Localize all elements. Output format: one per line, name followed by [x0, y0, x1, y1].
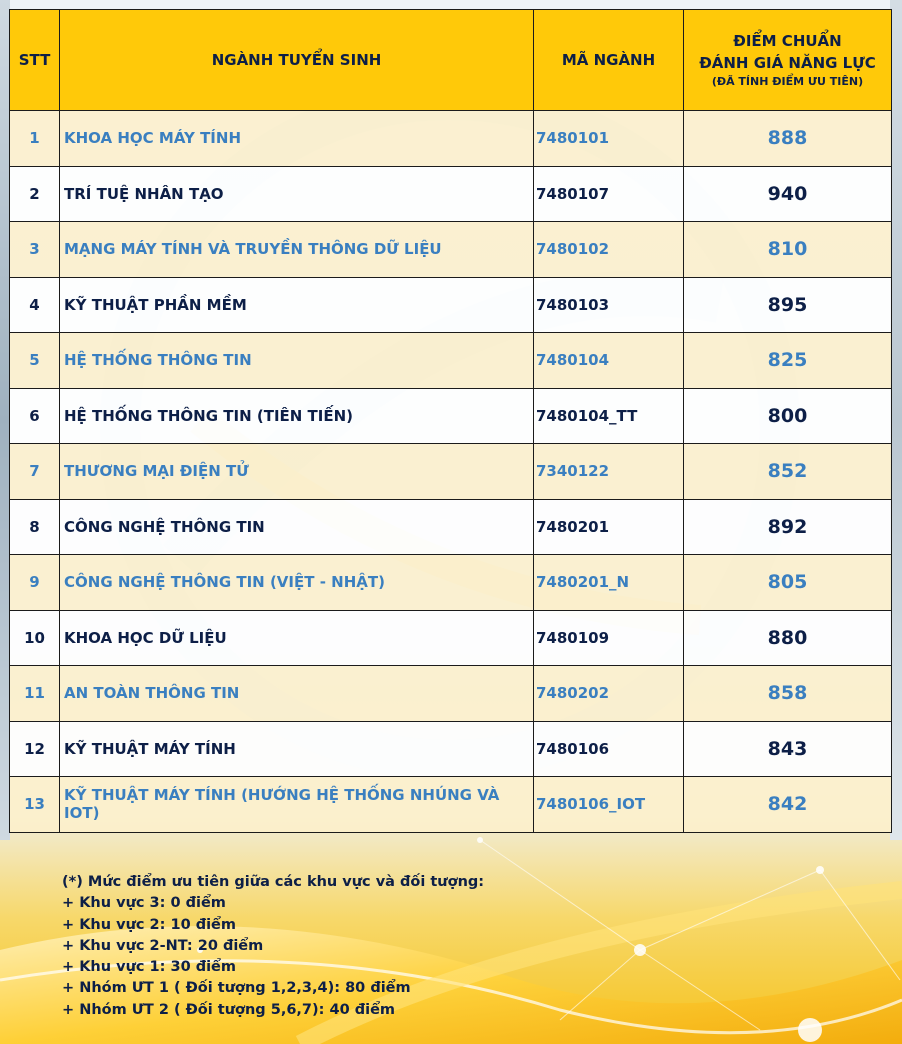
row-score: 892	[684, 499, 892, 555]
row-program-name: CÔNG NGHỆ THÔNG TIN	[60, 499, 534, 555]
row-stt: 1	[10, 111, 60, 167]
row-score: 810	[684, 222, 892, 278]
row-stt: 10	[10, 610, 60, 666]
row-program-name: CÔNG NGHỆ THÔNG TIN (VIỆT - NHẬT)	[60, 555, 534, 611]
row-stt: 8	[10, 499, 60, 555]
table-row	[10, 388, 892, 444]
priority-notes	[62, 872, 484, 1021]
row-score: 940	[684, 166, 892, 222]
row-program-code: 7480104	[534, 333, 684, 389]
notes-heading: (*) Mức điểm ưu tiên giữa các khu vực và đối tượng:	[62, 874, 485, 890]
row-program-code: 7480106	[534, 721, 684, 777]
row-program-name: TRÍ TUỆ NHÂN TẠO	[60, 166, 534, 222]
header-score	[684, 10, 892, 111]
row-score: 805	[684, 555, 892, 611]
row-stt: 13	[10, 777, 60, 833]
row-program-name: HỆ THỐNG THÔNG TIN (TIÊN TIẾN)	[60, 388, 534, 444]
table-row	[10, 610, 892, 666]
row-program-name: KHOA HỌC DỮ LIỆU	[60, 610, 534, 666]
row-program-name: THƯƠNG MẠI ĐIỆN TỬ	[60, 444, 534, 500]
row-program-code: 7480107	[534, 166, 684, 222]
row-program-name: KỸ THUẬT MÁY TÍNH	[60, 721, 534, 777]
row-score: 880	[684, 610, 892, 666]
table-row	[10, 222, 892, 278]
row-program-name: AN TOÀN THÔNG TIN	[60, 666, 534, 722]
row-score: 800	[684, 388, 892, 444]
header-stt: STT	[10, 10, 60, 111]
row-score: 888	[684, 111, 892, 167]
row-program-name: KHOA HỌC MÁY TÍNH	[60, 111, 534, 167]
row-score: 852	[684, 444, 892, 500]
row-program-name: KỸ THUẬT PHẦN MỀM	[60, 277, 534, 333]
admission-score-table	[9, 9, 892, 833]
row-program-code: 7480201_N	[534, 555, 684, 611]
table-header-row	[10, 10, 892, 111]
row-stt: 2	[10, 166, 60, 222]
row-score: 858	[684, 666, 892, 722]
row-stt: 12	[10, 721, 60, 777]
row-program-code: 7480104_TT	[534, 388, 684, 444]
header-score-line1: ĐIỂM CHUẨN	[733, 32, 842, 50]
row-stt: 6	[10, 388, 60, 444]
row-stt: 4	[10, 277, 60, 333]
row-stt: 5	[10, 333, 60, 389]
row-stt: 9	[10, 555, 60, 611]
notes-item: + Khu vực 3: 0 điểm	[62, 895, 226, 912]
row-program-code: 7480201	[534, 499, 684, 555]
table-row	[10, 499, 892, 555]
header-program: NGÀNH TUYỂN SINH	[60, 10, 534, 111]
row-program-code: 7480102	[534, 222, 684, 278]
row-program-code: 7340122	[534, 444, 684, 500]
notes-item: + Nhóm ƯT 1 ( Đối tượng 1,2,3,4): 80 điểm	[62, 980, 411, 997]
row-program-code: 7480103	[534, 277, 684, 333]
table-row	[10, 666, 892, 722]
table-row	[10, 444, 892, 500]
table-row	[10, 721, 892, 777]
admission-score-table-container	[9, 9, 891, 833]
table-row	[10, 277, 892, 333]
table-row	[10, 166, 892, 222]
row-program-name: MẠNG MÁY TÍNH VÀ TRUYỀN THÔNG DỮ LIỆU	[60, 222, 534, 278]
row-program-code: 7480202	[534, 666, 684, 722]
header-score-line2: ĐÁNH GIÁ NĂNG LỰC	[699, 54, 876, 72]
row-program-name: HỆ THỐNG THÔNG TIN	[60, 333, 534, 389]
row-stt: 3	[10, 222, 60, 278]
notes-item: + Khu vực 2-NT: 20 điểm	[62, 937, 264, 954]
notes-item: + Khu vực 1: 30 điểm	[62, 959, 236, 976]
table-row	[10, 333, 892, 389]
row-stt: 7	[10, 444, 60, 500]
row-program-code: 7480109	[534, 610, 684, 666]
row-program-name: KỸ THUẬT MÁY TÍNH (HƯỚNG HỆ THỐNG NHÚNG VÀ IOT)	[60, 777, 534, 833]
table-row	[10, 777, 892, 833]
table-row	[10, 111, 892, 167]
row-score: 843	[684, 721, 892, 777]
row-stt: 11	[10, 666, 60, 722]
notes-item: + Nhóm ƯT 2 ( Đối tượng 5,6,7): 40 điểm	[62, 1001, 396, 1018]
header-code: MÃ NGÀNH	[534, 10, 684, 111]
header-score-note: (ĐÃ TÍNH ĐIỂM ƯU TIÊN)	[711, 75, 864, 88]
row-program-code: 7480106_IOT	[534, 777, 684, 833]
row-score: 895	[684, 277, 892, 333]
row-score: 825	[684, 333, 892, 389]
row-score: 842	[684, 777, 892, 833]
table-row	[10, 555, 892, 611]
notes-item: + Khu vực 2: 10 điểm	[62, 916, 236, 933]
row-program-code: 7480101	[534, 111, 684, 167]
